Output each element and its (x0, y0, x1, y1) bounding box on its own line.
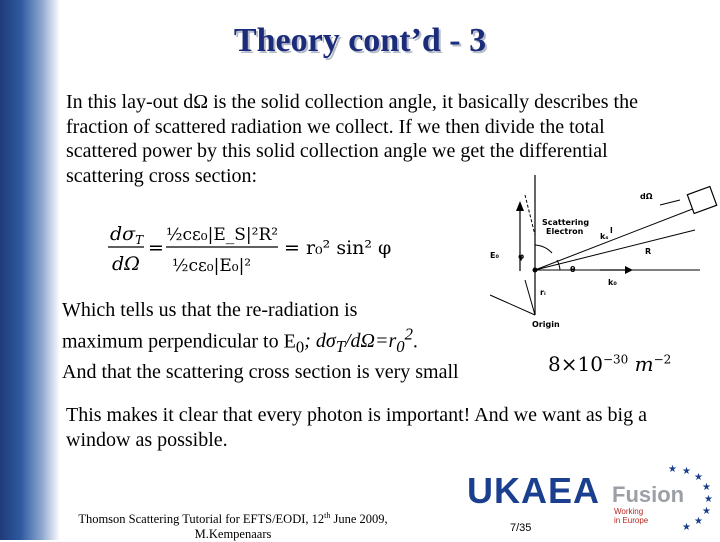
eq-mid-numerator: ½cε₀|E_S|²R² (166, 225, 279, 245)
label-e0: E₀ (490, 251, 499, 260)
cross-section-equation (108, 214, 408, 284)
star-icon: ★ (704, 494, 713, 505)
eq-equals: = (148, 237, 164, 259)
label-ri: rᵢ (540, 288, 546, 297)
slide-sidebar-gradient (0, 0, 60, 540)
eq-rhs: = r₀² sin² φ (284, 237, 392, 259)
perpendicular-paragraph (62, 298, 532, 384)
label-domega: dΩ (640, 192, 653, 201)
slide-title: Theory cont’d - 3 (233, 22, 487, 59)
star-icon: ★ (668, 464, 677, 475)
photon-paragraph: This makes it clear that every photon is important! And we want as big a window as possible. (66, 404, 647, 451)
label-r: R (645, 247, 652, 256)
working-label: Working (614, 507, 644, 516)
star-icon: ★ (702, 506, 711, 517)
label-theta: θ (570, 265, 576, 274)
intro-paragraph: In this lay-out dΩ is the solid collection angle, it basically describes the fraction of scattered radiation we collect. If we then divide the total scattered power by this solid collection angle we get the differential scattering cross section: (66, 91, 638, 187)
para2-line2: maximum perpendicular to $E_0$; $d\sigma_T/d\Omega=r_0^2$. (62, 324, 418, 357)
fusion-working-in-europe-logo (610, 462, 716, 532)
label-ks: kₛ (600, 232, 609, 241)
ukaea-logo: UKAEA (467, 470, 601, 511)
eq-lhs-numerator: $d\sigma_T$ (110, 223, 144, 247)
footer-citation: Thomson Scattering Tutorial for EFTS/EODI, 12th June 2009, M.Kempenaars (78, 511, 388, 542)
label-origin: Origin (532, 320, 560, 329)
star-icon: ★ (694, 516, 703, 527)
label-electron: Electron (546, 227, 584, 236)
star-icon: ★ (682, 466, 691, 477)
eq-lhs-denominator: dΩ (112, 253, 140, 275)
label-scattering: Scattering (542, 218, 590, 227)
para2-line1: Which tells us that the re-radiation is (62, 299, 358, 321)
star-icon: ★ (694, 472, 703, 483)
in-europe-label: in Europe (614, 516, 649, 525)
eq-mid-denominator: ½cε₀|E₀|² (172, 256, 252, 276)
page-number: 7/35 (510, 522, 532, 534)
star-icon: ★ (682, 522, 691, 532)
fusion-wordmark: Fusion (612, 482, 685, 507)
label-phi: φ (518, 252, 525, 261)
cross-section-value: $8\times 10^{-30}$ $m^{-2}$ (548, 352, 672, 376)
label-k0: k₀ (608, 278, 617, 287)
star-icon: ★ (702, 482, 711, 493)
label-l: l (610, 226, 613, 235)
para2-line3: And that the scattering cross section is very small (62, 360, 459, 383)
